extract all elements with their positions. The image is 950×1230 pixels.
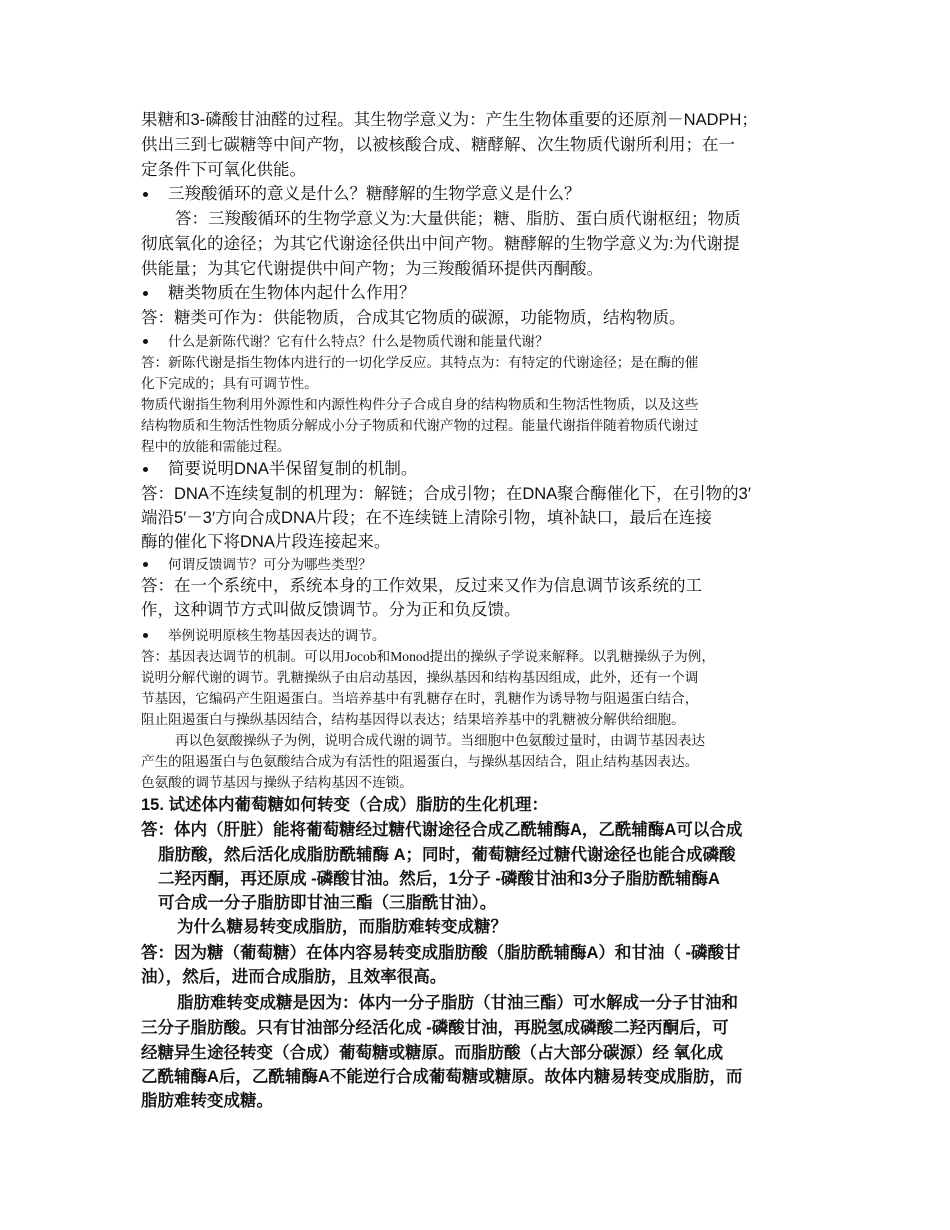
bullet-icon (143, 339, 148, 344)
answer-line: 脂肪酸，然后活化成脂肪酰辅酶 A；同时，葡萄糖经过糖代谢途径也能合成磷酸 (158, 846, 736, 864)
question-heading: 举例说明原核生物基因表达的调节。 (168, 628, 386, 643)
answer-line: 脂肪难转变成糖是因为：体内一分子脂肪（甘油三酯）可水解成一分子甘油和 (177, 994, 738, 1012)
question-heading: 为什么糖易转变成脂肪，而脂肪难转变成糖？ (177, 918, 507, 936)
answer-line: 再以色氨酸操纵子为例，说明合成代谢的调节。当细胞中色氨酸过量时，由调节基因表达 (175, 733, 706, 748)
paragraph-line: 供出三到七碳糖等中间产物，以被核酸合成、糖酵解、次生物质代谢所利用；在一 (141, 136, 735, 154)
answer-line: 答：基因表达调节的机制。可以用Jocob和Monod提出的操纵子学说来解释。以乳糖操纵子为例， (141, 649, 715, 664)
answer-line: 二羟丙酮，再还原成 -磷酸甘油。然后，1分子 -磷酸甘油和3分子脂肪酰辅酶A (158, 870, 720, 888)
bullet-icon (143, 192, 148, 197)
answer-line: 节基因，它编码产生阻遏蛋白。当培养基中有乳糖存在时，乳糖作为诱导物与阻遏蛋白结合， (141, 691, 699, 706)
answer-line: 端沿5′－3′方向合成DNA片段；在不连续链上清除引物，填补缺口，最后在连接 (141, 509, 712, 527)
answer-line: 物质代谢指生物利用外源性和内源性构件分子合成自身的结构物质和生物活性物质，以及这些 (141, 397, 699, 412)
question-heading: 简要说明DNA半保留复制的机制。 (168, 460, 418, 478)
answer-line: 经糖异生途径转变（合成）葡萄糖或糖原。而脂肪酸（占大部分碳源）经 氧化成 (141, 1044, 724, 1062)
question-heading: 15. 试述体内葡萄糖如何转变（合成）脂肪的生化机理： (141, 796, 549, 814)
question-heading: 糖类物质在生物体内起什么作用？ (168, 284, 416, 302)
answer-line: 三分子脂肪酸。只有甘油部分经活化成 -磷酸甘油，再脱氢成磷酸二羟丙酮后，可 (141, 1019, 729, 1037)
answer-line: 可合成一分子脂肪即甘油三酯（三脂酰甘油）。 (158, 894, 497, 912)
answer-line: 作，这种调节方式叫做反馈调节。分为正和负反馈。 (141, 600, 521, 619)
paragraph-line: 果糖和3-磷酸甘油醛的过程。其生物学意义为：产生生物体重要的还原剂－NADPH； (141, 111, 758, 129)
answer-line: 答：三羧酸循环的生物学意义为:大量供能；糖、脂肪、蛋白质代谢枢纽；物质 (175, 210, 741, 228)
answer-line: 答：新陈代谢是指生物体内进行的一切化学反应。其特点为：有特定的代谢途径；是在酶的催 (141, 355, 699, 370)
answer-line: 酶的催化下将DNA片段连接起来。 (141, 533, 391, 551)
answer-line: 结构物质和生物活性物质分解成小分子物质和代谢产物的过程。能量代谢指伴随着物质代谢过 (141, 418, 699, 433)
bullet-icon (143, 633, 148, 638)
bullet-icon (143, 291, 148, 296)
answer-line: 化下完成的；具有可调节性。 (141, 376, 318, 391)
answer-line: 供能量；为其它代谢提供中间产物；为三羧酸循环提供丙酮酸。 (141, 260, 603, 278)
question-heading: 何谓反馈调节？可分为哪些类型？ (168, 557, 372, 572)
answer-line: 色氨酸的调节基因与操纵子结构基因不连锁。 (141, 775, 413, 790)
answer-line: 彻底氧化的途径；为其它代谢途径供出中间产物。糖酵解的生物学意义为:为代谢提 (141, 235, 740, 253)
paragraph-line: 定条件下可氧化供能。 (141, 161, 306, 179)
answer-line: 产生的阻遏蛋白与色氨酸结合成为有活性的阻遏蛋白，与操纵基因结合，阻止结构基因表达。 (141, 754, 699, 769)
answer-line: 答：DNA不连续复制的机理为：解链；合成引物；在DNA聚合酶催化下，在引物的3′ (141, 485, 751, 503)
answer-line: 阻止阻遏蛋白与操纵基因结合，结构基因得以表达；结果培养基中的乳糖被分解供给细胞。 (141, 712, 685, 727)
answer-line: 脂肪难转变成糖。 (141, 1092, 273, 1110)
answer-line: 答：体内（肝脏）能将葡萄糖经过糖代谢途径合成乙酰辅酶A，乙酰辅酶A可以合成 (141, 821, 743, 839)
bullet-icon (143, 467, 148, 472)
question-heading: 三羧酸循环的意义是什么？糖酵解的生物学意义是什么？ (168, 185, 581, 203)
answer-line: 程中的放能和需能过程。 (141, 439, 291, 454)
answer-line: 乙酰辅酶A后，乙酰辅酶A不能逆行合成葡萄糖或糖原。故体内糖易转变成脂肪，而 (141, 1068, 743, 1086)
bullet-icon (143, 562, 148, 567)
answer-line: 答：糖类可作为：供能物质，合成其它物质的碳源，功能物质，结构物质。 (141, 309, 686, 327)
answer-line: 答：因为糖（葡萄糖）在体内容易转变成脂肪酸（脂肪酰辅酶A）和甘油（ -磷酸甘 (141, 944, 741, 962)
answer-line: 答：在一个系统中，系统本身的工作效果，反过来又作为信息调节该系统的工 (141, 576, 702, 595)
answer-line: 说明分解代谢的调节。乳糖操纵子由启动基因，操纵基因和结构基因组成，此外，还有一个调 (141, 670, 699, 685)
question-heading: 什么是新陈代谢？它有什么特点？什么是物质代谢和能量代谢？ (168, 334, 549, 349)
answer-line: 油），然后，进而合成脂肪，且效率很高。 (141, 968, 447, 986)
